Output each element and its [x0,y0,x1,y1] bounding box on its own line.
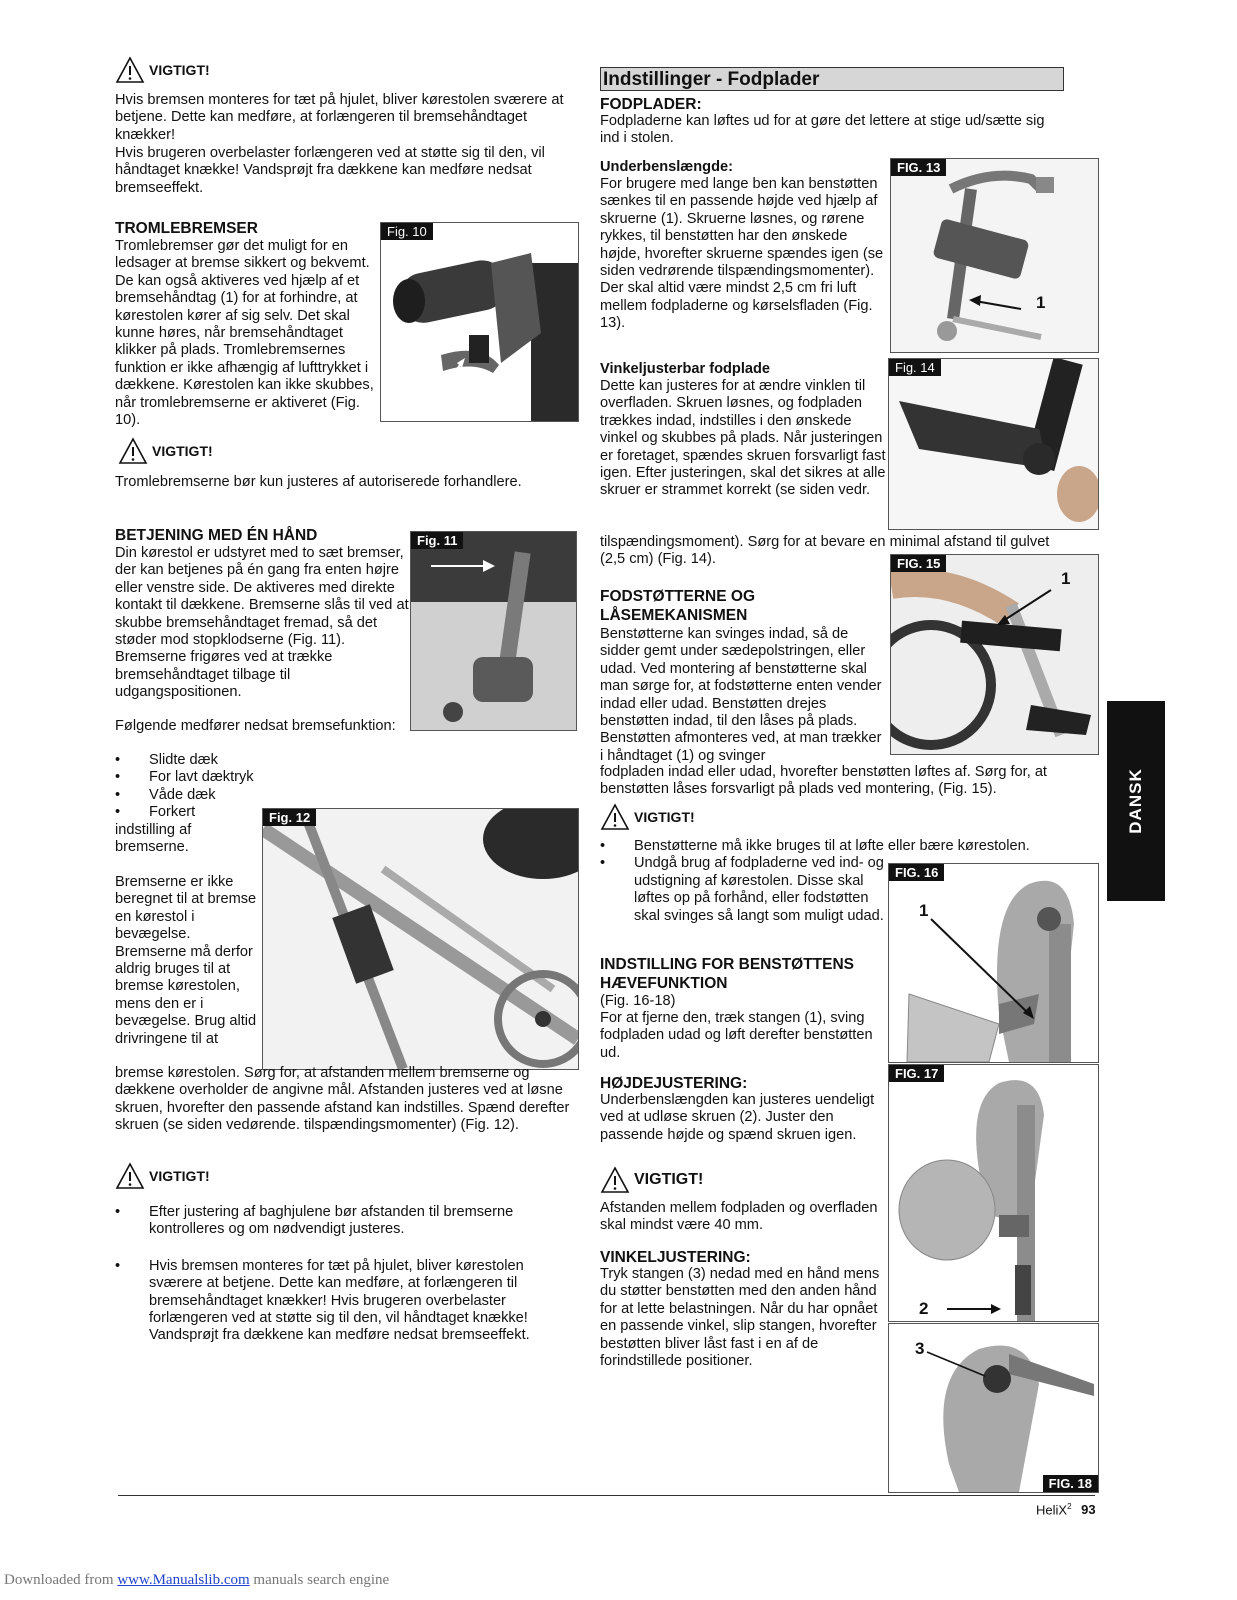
section-heading: INDSTILLING FOR BENSTØTTENS HÆVEFUNKTION [600,956,855,992]
warning-text: Tromlebremserne bør kun justeres af autoriserede forhandlere. [115,474,522,490]
list-item: • Våde dæk [115,787,315,804]
figure-14 [888,358,1099,530]
wheel-brake-illustration [263,809,578,1069]
list-item: • Undgå brug af fodpladerne ved ind- og udstigning af kørestolen. Disse skal løftes op på forhånd, eller fodstøtten skal svinges så langt som muligt udad. [600,855,884,925]
figure-18 [888,1323,1099,1493]
figure-label: Fig. 14 [889,359,941,376]
warning-list [115,1204,555,1345]
warning-header [115,56,210,84]
callout-number: 3 [915,1339,925,1358]
section-heading: TROMLEBREMSER [115,220,258,237]
paragraph: tilspændingsmoment). Sørg for at bevare en minimal afstand til gulvet (2,5 cm) (Fig. 14). [600,534,1050,568]
legrest-lift-illustration [889,864,1098,1062]
figure-13 [890,158,1099,353]
warning-label: VIGTIGT! [152,443,213,459]
paragraph: Dette kan justeres for at ændre vinklen til overfladen. Skruen løsnes, og fodpladen trækkes indad, indstilles i den ønskede vinkel og skubbes på plads. Når justeringen er foretaget, spændes skruen forsvarligt fast igen. Efter justeringen, skal det sikres at alle skruer er strammet korrekt (se siden vedr. [600,378,886,499]
warning-text: Hvis bremsen monteres for tæt på hjulet, bliver kørestolen sværere at betjene. Dette kan medføre, at forlængeren til bremsehåndtaget knækker! [115,92,564,143]
callout-number: 2 [919,1299,929,1318]
paragraph: Tryk stangen (3) nedad med en hånd mens du støtter benstøtten med den anden hånd for at lette belastningen. Når du har opnået en passende vinkel, slip stangen, hvorefter bestøtten bliver låst fast i en af de forindstillede positioner. [600,1266,880,1370]
height-adjust-illustration [889,1065,1098,1321]
figure-label: FIG. 15 [891,555,946,572]
legrest-length-illustration [891,159,1098,352]
list-item: • Benstøtterne må ikke bruges til at løfte eller bære kørestolen. [600,838,1090,855]
warning-header [600,803,695,831]
page-number: 93 [1081,1502,1096,1518]
language-label: DANSK [1126,768,1145,834]
product-name: HeliX [1036,1502,1068,1518]
sub-heading: Underbenslængde: [600,159,733,175]
callout-number: 1 [919,901,929,920]
brake-lever-illustration [411,532,576,730]
paragraph: fodpladen indad eller udad, hvorefter benstøtten løftes af. Sørg for, at benstøtten låses forsvarligt på plads ved montering, (Fig. 15). [600,764,1047,798]
warning-triangle-icon [600,1166,630,1194]
warning-label: VIGTIGT! [149,62,210,78]
figure-label: FIG. 18 [1043,1475,1098,1492]
figure-label: Fig. 12 [263,809,316,826]
warning-label: VIGTIGT! [634,809,695,825]
section-heading: FODPLADER: [600,96,702,113]
figure-10 [380,222,579,422]
figure-12 [262,808,579,1070]
list-item: • Forkert [115,804,315,821]
paragraph: For at fjerne den, træk stangen (1), sving fodpladen udad og løft derefter benstøtten ud. [600,1010,873,1061]
section-heading: HØJDEJUSTERING: [600,1075,748,1092]
warning-header [118,437,213,465]
list-item: • Slidte dæk [115,752,315,769]
figure-label: Fig. 10 [381,223,433,240]
warning-text: Afstanden mellem fodpladen og overfladen skal mindst være 40 mm. [600,1200,878,1234]
warning-triangle-icon [115,56,145,84]
download-prefix: Downloaded from [4,1572,118,1588]
section-heading: FODSTØTTERNE OG LÅSEMEKANISMEN [600,588,755,624]
paragraph: Underbenslængden kan justeres uendeligt ved at udløse skruen (2). Juster den passende højde og spænd skruen igen. [600,1092,875,1143]
paragraph: For brugere med lange ben kan benstøtten sænkes til en passende højde ved hjælp af skruerne (1). Skruerne løsnes, og rørene rykkes, til benstøtten har den ønskede højde, hvorefter skruerne spændes igen (se siden vedrørende tilspændingsmomenter). Der skal altid være mindst 2,5 cm fri luft mellem fodpladerne og kørselsfladen (Fig. 13). [600,176,884,332]
paragraph: Din kørestol er udstyret med to sæt bremser, der kan betjenes på én gang fra enten højre eller venstre side. De aktiveres med direkte kontakt til dækkene. Bremserne slås til ved at skubbe bremsehåndtaget fremad, så det støder mod stopklodserne (Fig. 11). Bremserne frigøres ved at trække bremsehåndtaget tilbage til udgangspositionen. [115,545,409,701]
sub-heading: Vinkeljusterbar fodplade [600,361,771,377]
paragraph: Fodpladerne kan løftes ud for at gøre det lettere at stige ud/sætte sig ind i stolen. [600,113,1045,147]
warning-triangle-icon [115,1162,145,1190]
product-superscript: 2 [1067,1502,1072,1511]
manualslib-link[interactable]: www.Manualslib.com [117,1572,250,1588]
warning-header [115,1162,210,1190]
section-heading: BETJENING MED ÉN HÅND [115,527,318,544]
callout-number: 1 [1036,293,1046,312]
footplate-angle-illustration [889,359,1098,529]
footer-page-info [1036,1502,1096,1517]
download-banner [4,1572,389,1589]
paragraph: Benstøtterne kan svinges indad, så de sidder gemt under sædepolstringen, eller udad. Ved montering af benstøtterne skal man sørge for, at fodstøtterne enten vender indad eller udad. Benstøtten drejes benstøtten indad, til den låses på plads. Benstøtten afmonteres ved, at man trækker i håndtaget (1) og svinger [600,626,882,764]
warning-text: Hvis brugeren overbelaster forlængeren ved at støtte sig til den, vil håndtaget knække! Vandsprøjt fra dækkene kan medføre nedsat bremseeffekt. [115,145,545,196]
list-item: • Efter justering af baghjulene bør afstanden til bremserne kontrolleres og om nødvendigt justeres. [115,1204,555,1239]
section-title-bar: Indstillinger - Fodplader [600,67,1064,91]
paragraph: Bremserne er ikke beregnet til at bremse en kørestol i bevægelse. Bremserne må derfor aldrig bruges til at bremse kørestolen, mens den er i bevægelse. Brug altid drivringene til at [115,874,257,1047]
figure-label: FIG. 17 [889,1065,944,1082]
callout-number: 1 [1061,569,1071,588]
warning-triangle-icon [118,437,148,465]
paragraph: (Fig. 16-18) [600,993,676,1009]
figure-16 [888,863,1099,1063]
figure-11 [410,531,577,731]
warning-label: VIGTIGT! [149,1168,210,1184]
paragraph: Følgende medfører nedsat bremsefunktion: [115,718,396,734]
paragraph: Tromlebremser gør det muligt for en ledsager at bremse sikkert og bekvemt. De kan også aktiveres ved hjælp af et bremsehåndtag (1) for at forhindre, at kørestolen kører af sig selv. Det skal kunne høres, når bremsehåndtaget klikker på plads. Tromlebremsernes funktion er ikke afhængig af lufttrykket i dækkene. Kørestolen kan ikke skubbes, når tromlebremserne er aktiveret (Fig. 10). [115,238,374,429]
brake-handle-illustration [381,223,578,421]
footer-rule [118,1495,1095,1496]
figure-15 [890,554,1099,755]
warning-label: VIGTIGT! [634,1171,704,1188]
paragraph: indstilling af bremserne. [115,822,192,856]
download-suffix: manuals search engine [249,1572,390,1588]
figure-label: Fig. 11 [411,532,463,549]
figure-label: FIG. 16 [889,864,944,881]
callout-number: 1 [428,383,438,402]
paragraph: bremse kørestolen. Sørg for, at afstanden mellem bremserne og dækkene overholder de angivne mål. Afstanden justeres ved at løsne skruen, hvorefter den passende afstand kan indstilles. Spænd derefter skruen (se siden vedørende. tilspændingsmomenter) (Fig. 12). [115,1065,570,1134]
language-tab [1107,701,1165,901]
figure-17 [888,1064,1099,1322]
list-item: • Hvis bremsen monteres for tæt på hjulet, bliver kørestolen sværere at betjene. Dette kan medføre, at forlængeren til bremsehåndtaget knækker! Hvis brugeren overbelaster forlængeren ved at støtte sig til den, vil håndtaget knække! Vandsprøjt fra dækkene kan medføre nedsat bremseeffekt. [115,1258,555,1345]
section-heading: VINKELJUSTERING: [600,1249,751,1266]
list-item: • For lavt dæktryk [115,769,315,786]
warning-header [600,1166,703,1194]
warning-triangle-icon [600,803,630,831]
figure-label: FIG. 13 [891,159,946,176]
